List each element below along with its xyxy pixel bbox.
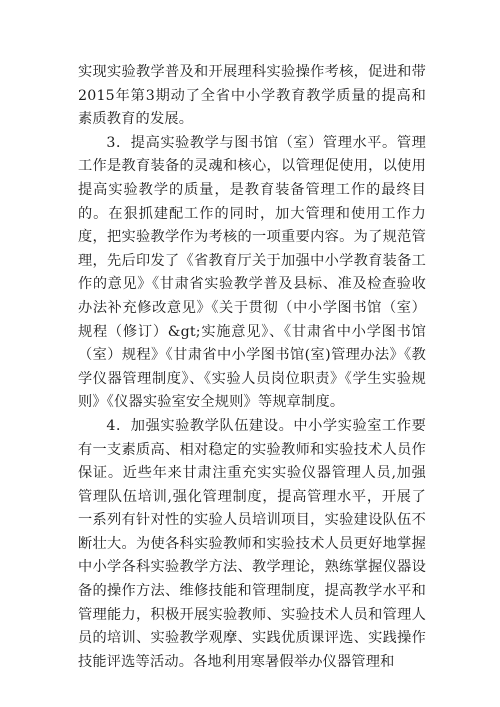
paragraph-item-3-management: 3．提高实验教学与图书馆（室）管理水平。管理工作是教育装备的灵魂和核心，以管理促使用，以使用提高实验教学的质量，是教育装备管理工作的最终目的。在狠抓建配工作的同时，加大管理和使用工作力度，把实验教学作为考核的一项重要内容。为了规范管理，先后印发了《省教育厅关于加强中小学教育装备工作的意见》《甘肃省实验教学普及县标、准及检查验收办法补充修改意见》《关于贯彻（中小学图书馆（室）规程（修订）&gt;实施意见》、《甘肃省中小学图书馆（室）规程》《甘肃省中小学图书馆(室)管理办法》《教学仪器管理制度》、《实验人员岗位职责》《学生实验规则》《仪器实验室安全规则》等规章制度。 — [78, 134, 426, 411]
paragraph-item-4-staff: 4．加强实验教学队伍建设。中小学实验室工作要有一支素质高、相对稳定的实验教师和实验技术人员作保证。近些年来甘肃注重充实实验仪器管理人员,加强管理队伍培训,强化管理制度，提高管理水平，开展了一系列有针对性的实验人员培训项目，实验建设队伍不断壮大。为使各科实验教师和实验技术人员更好地掌握中小学各科实验教学方法、教学理论，熟练掌握仪器设备的操作方法、维修技能和管理制度，提高教学水平和管理能力，积极开展实验教师、实验技术人员和管理人员的培训、实验教学观摩、实践优质课评选、实践操作技能评选等活动。各地利用寒暑假举办仪器管理和 — [78, 417, 426, 670]
paragraph-continuation: 实现实验教学普及和开展理科实验操作考核，促进和带2015年第3期动了全省中小学教育教学质量的提高和素质教育的发展。 — [78, 64, 426, 128]
body-text — [78, 61, 426, 674]
